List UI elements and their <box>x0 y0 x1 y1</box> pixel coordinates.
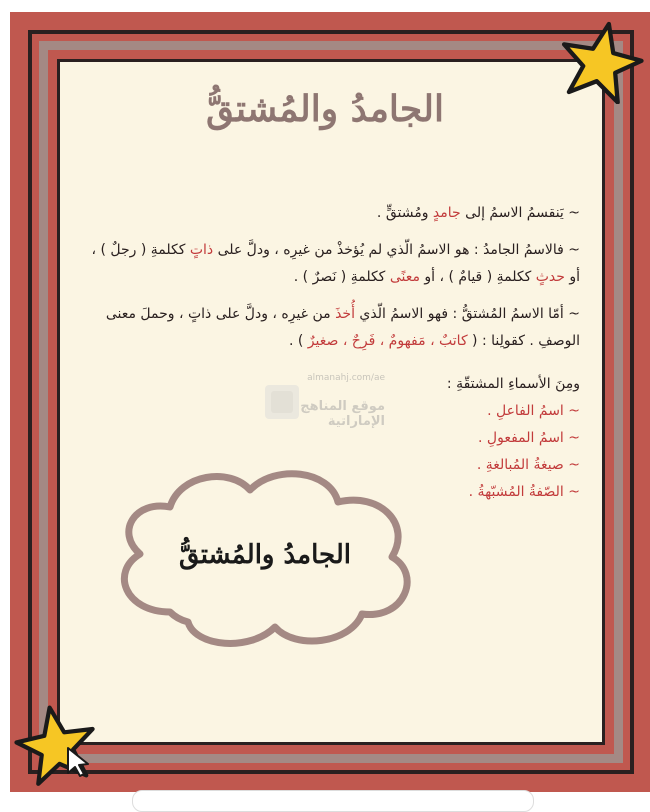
watermark <box>265 373 385 433</box>
paragraph-text: ~ أمّا الاسمُ المُشتقُّ : فهو الاسمُ الّذي <box>354 306 580 322</box>
paragraphs <box>80 200 580 355</box>
list-intro: ومِنَ الأسماءِ المشتقّةِ : <box>446 376 580 392</box>
paragraph-text: ككلمةِ ( رجلٌ ) ، أو <box>91 242 580 285</box>
paragraph-3 <box>80 301 580 355</box>
paragraph-text: ~ يَنقسمُ الاسمُ إلى <box>460 205 580 221</box>
watermark-brand: موقع المناهج الإماراتية <box>300 399 385 429</box>
list-item: ~ اسمُ المفعولِ . <box>478 430 580 446</box>
highlight-term: ذاتٍ <box>189 242 214 258</box>
highlight-term: أُخذَ <box>335 306 355 322</box>
list-item: ~ الصّفةُ المُشبّهةُ . <box>468 484 580 500</box>
list-item: ~ صيغةُ المُبالغةِ . <box>476 457 580 473</box>
paragraph-text: ككلمةِ ( نَصرٌ ) . <box>293 269 390 285</box>
highlight-term: حدثٍ <box>535 269 565 285</box>
cloud-title: الجامدُ والمُشتقُّ <box>179 540 351 570</box>
cursor-icon <box>62 744 96 778</box>
watermark-url: almanahj.com/ae <box>307 373 385 383</box>
lesson-body <box>80 200 580 506</box>
paragraph-1 <box>80 200 580 227</box>
paragraph-text: ومُشتقٍّ . <box>376 205 433 221</box>
star-icon <box>558 18 644 104</box>
paragraph-text: ككلمةِ ( قيامٌ ) ، أو <box>419 269 536 285</box>
paragraph-2 <box>80 237 580 291</box>
highlight-term: معنًى <box>389 269 420 285</box>
highlight-term: جامدٍ <box>432 205 461 221</box>
page-title: الجامدُ والمُشتقُّ <box>205 88 445 130</box>
paragraph-text: من غيرِه ، ودلَّ على ذاتٍ ، وحملَ معنى الوصفِ . كقولِنا : ( <box>105 306 580 349</box>
list-item: ~ اسمُ الفاعلِ . <box>487 403 580 419</box>
highlight-term: كاتبٌ ، مَفهومٌ ، فَرِحٌ ، صغيرٌ <box>307 333 468 349</box>
paragraph-text: ~ فالاسمُ الجامدُ : هو الاسمُ الّذي لم يُؤخذْ من غيرِه ، ودلَّ على <box>213 242 580 258</box>
paragraph-text: ) . <box>288 333 308 349</box>
bottom-bar <box>132 790 534 812</box>
